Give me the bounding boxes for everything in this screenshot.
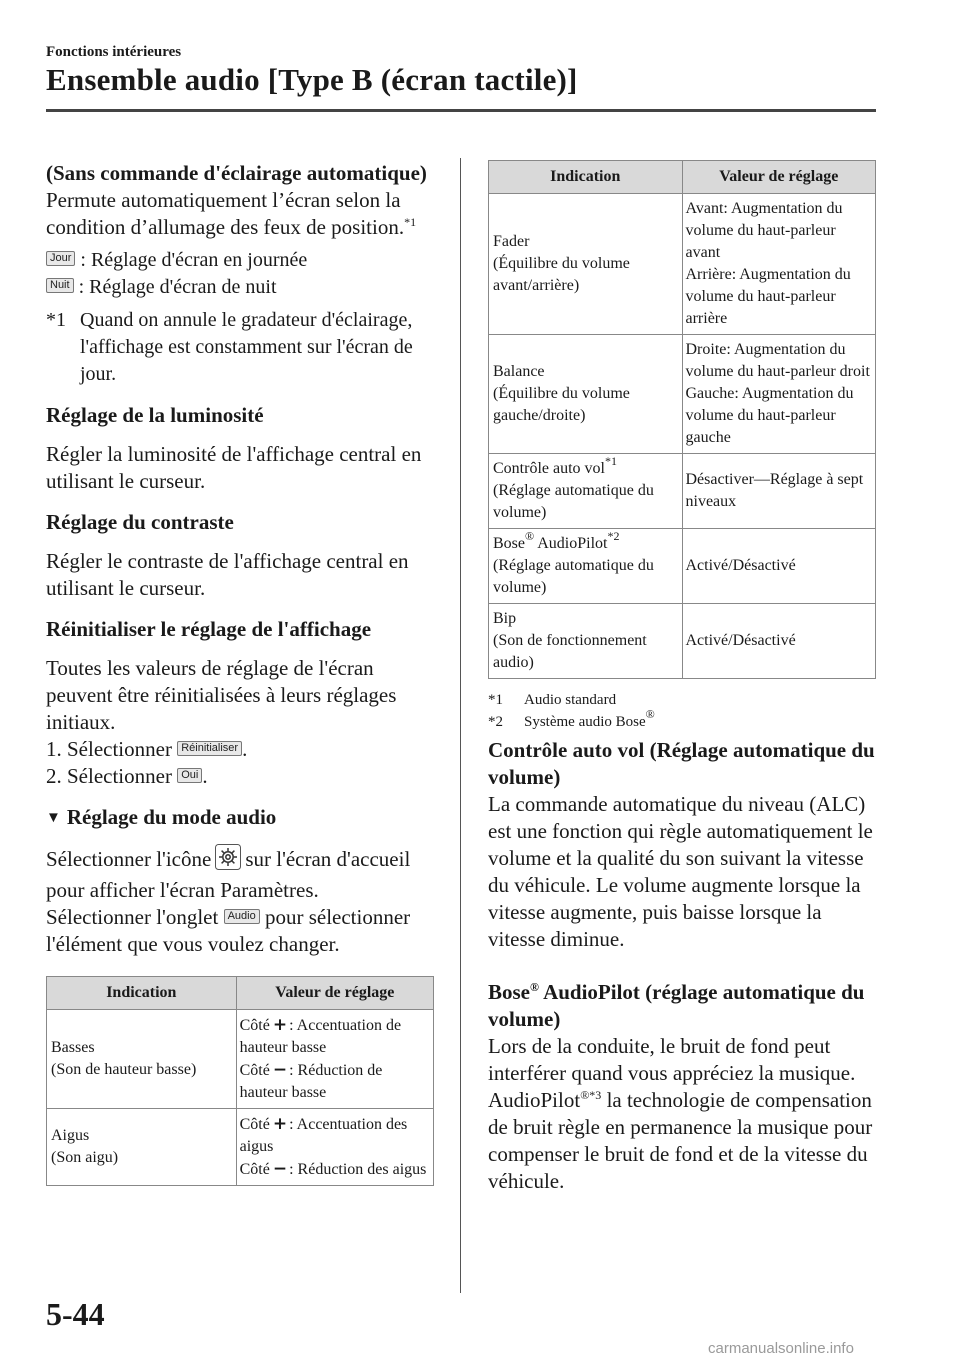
luminosity-heading: Réglage de la luminosité [46,403,264,427]
jour-line: Jour : Réglage d'écran en journée [46,247,434,274]
audio-tab[interactable]: Audio [224,909,260,924]
header-rule [46,109,876,112]
plus-icon: + [272,1114,288,1134]
column-header-valeur: Valeur de réglage [682,161,876,194]
indication-cell: Balance (Équilibre du volume gauche/droite) [489,335,683,454]
plus-icon: + [272,1015,288,1035]
sans-commande-heading: (Sans commande d'éclairage automatique) [46,161,427,185]
value-cell: Droite: Augmentation du volume du haut-parleur droit Gauche: Augmentation du volume du haut-parleur gauche [682,335,876,454]
value-cell: Avant: Augmentation du volume du haut-parleur avant Arrière: Augmentation du volume du haut-parleur arrière [682,194,876,335]
table-row [489,529,876,604]
bose-heading: Bose® AudioPilot (réglage automatique du volume) [488,980,865,1031]
footnote-ref: *1 [404,215,417,229]
note-1: *1 Quand on annule le gradateur d'éclairage, l'affichage est constamment sur l'écran de jour. [46,309,413,385]
luminosity-text: Régler la luminosité de l'affichage central en utilisant le curseur. [46,442,422,493]
value-cell: Côté + : Accentuation de hauteur basse Côté − : Réduction de hauteur basse [236,1010,433,1109]
bose-text-1: Lors de la conduite, le bruit de fond peut interférer quand vous appréciez la musique. [488,1034,856,1085]
table-row [489,454,876,529]
column-divider [460,158,461,1293]
value-cell: Activé/Désactivé [682,529,876,604]
column-header-indication: Indication [489,161,683,194]
table-row [489,335,876,454]
table-row [489,604,876,679]
step-2: 2. Sélectionner Oui . [46,764,208,788]
contrast-heading: Réglage du contraste [46,510,234,534]
watermark: carmanualsonline.info [708,1340,854,1357]
indication-cell: Contrôle auto vol$^{*1}$ (Réglage automatique du volume) [489,454,683,529]
step-1: 1. Sélectionner Réinitialiser . [46,737,248,761]
indication-cell: Bose® AudioPilot$^{*2}$ (Réglage automatique du volume) [489,529,683,604]
indication-cell: Bip (Son de fonctionnement audio) [489,604,683,679]
cav-heading: Contrôle auto vol (Réglage automatique du volume) [488,738,875,789]
bose-text-2: AudioPilot$^{®*3}$ la technologie de compensation de bruit règle en permanence la musique pour compenser le bruit de fond et de la vitesse du véhicule. [488,1088,873,1193]
column-header-valeur: Valeur de réglage [236,977,433,1010]
page-title: Ensemble audio [Type B (écran tactile)] [46,62,578,97]
nuit-line: Nuit : Réglage d'écran de nuit [46,274,434,301]
table-row [47,1010,434,1109]
cav-text: La commande automatique du niveau (ALC) est une fonction qui règle automatiquement le volume et la qualité du son suivant la vitesse du véhicule. Le volume augmente lorsque la vitesse augmente, puis baisse lorsque la vitesse diminue. [488,792,873,951]
value-cell: Côté + : Accentuation des aigus Côté − : Réduction des aigus [236,1109,433,1186]
contrast-text: Régler le contraste de l'affichage central en utilisant le curseur. [46,549,409,600]
right-column [488,160,876,1195]
minus-icon: − [272,1159,288,1179]
sans-commande-text: Permute automatiquement l’écran selon la condition d’allumage des feux de position.$^{*1}$ [46,188,417,239]
table-row [47,1109,434,1186]
page-number: 5-44 [46,1296,105,1332]
column-header-indication: Indication [47,977,237,1010]
table-row [489,194,876,335]
audio-text-1: Sélectionner l'icône sur l'écran d'accueil pour afficher l'écran Paramètres. [46,844,434,904]
footnote-2: *2 Système audio Bose® [488,707,655,730]
indication-cell: Basses (Son de hauteur basse) [47,1010,237,1109]
reset-text: Toutes les valeurs de réglage de l'écran peuvent être réinitialisées à leurs réglages initiaux. [46,656,397,734]
minus-icon: − [272,1060,288,1080]
reinitialiser-button[interactable]: Réinitialiser [177,741,242,756]
audio-settings-table-left [46,976,434,1186]
left-column [46,160,434,1186]
reset-heading: Réinitialiser le réglage de l'affichage [46,617,372,641]
audio-settings-table-right [488,160,876,679]
gear-icon[interactable] [215,844,241,877]
section-label: Fonctions intérieures [46,44,182,60]
audio-heading: ▼ Réglage du mode audio [46,805,277,829]
nuit-button[interactable]: Nuit [46,278,74,293]
value-cell: Désactiver―Réglage à sept niveaux [682,454,876,529]
value-cell: Activé/Désactivé [682,604,876,679]
oui-button[interactable]: Oui [177,768,202,783]
jour-button[interactable]: Jour [46,251,75,266]
indication-cell: Aigus (Son aigu) [47,1109,237,1186]
indication-cell: Fader (Équilibre du volume avant/arrière) [489,194,683,335]
triangle-down-icon: ▼ [46,810,61,826]
audio-text-2: Sélectionner l'onglet Audio pour sélectionner l'élément que vous voulez changer. [46,905,411,956]
footnote-1: *1 Audio standard [488,692,617,708]
